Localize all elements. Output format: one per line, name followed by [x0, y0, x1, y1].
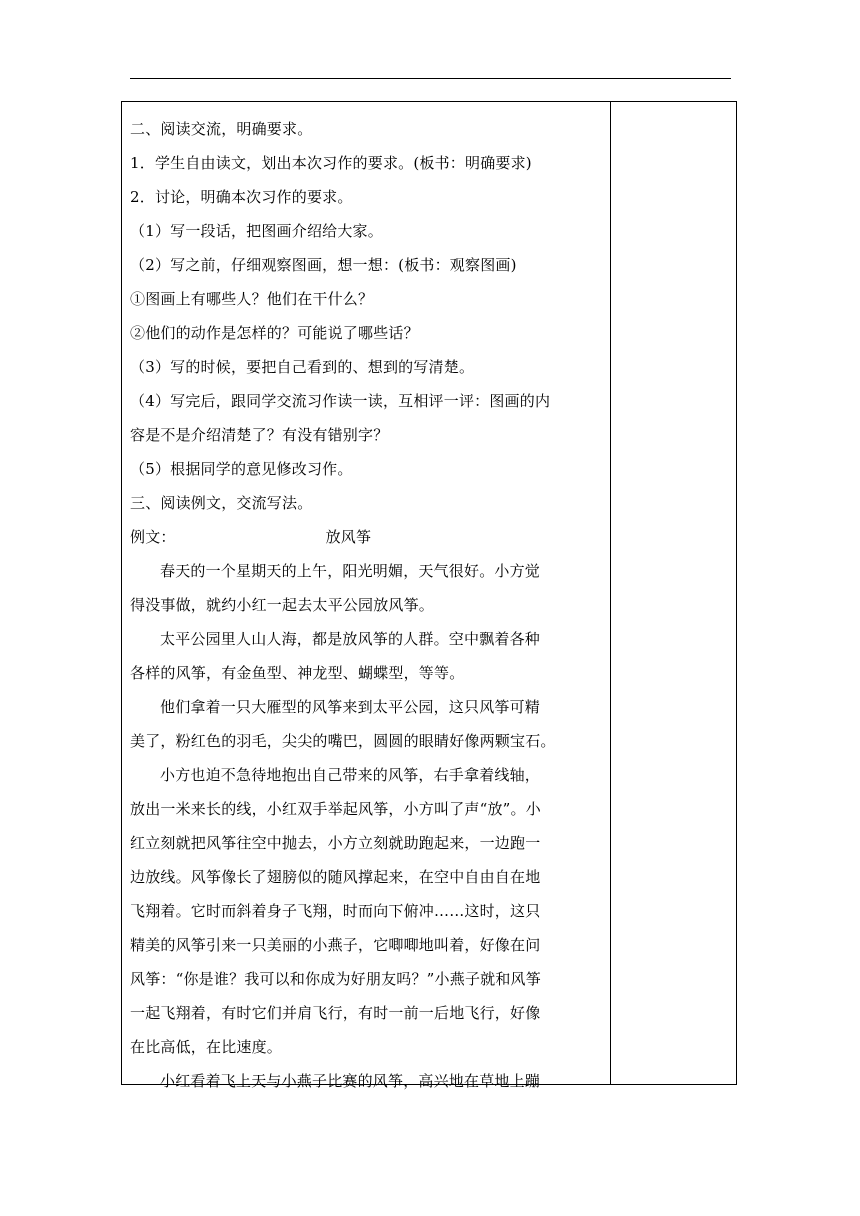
paragraph-line: 红立刻就把风筝往空中抛去，小方立刻就助跑起来，一边跑一	[130, 834, 541, 852]
requirement-2: （2）写之前，仔细观察图画，想一想：(板书：观察图画)	[130, 256, 517, 274]
paragraph-line: 在比高低，在比速度。	[130, 1038, 283, 1056]
example-paragraph-3	[130, 690, 602, 758]
paragraph-line: 边放线。风筝像长了翅膀似的随风撑起来，在空中自由自在地	[130, 868, 541, 886]
requirement-4-line1: （4）写完后，跟同学交流习作读一读，互相评一评：图画的内	[130, 392, 551, 410]
main-content-cell	[130, 112, 602, 1098]
example-heading-row	[130, 520, 602, 554]
example-paragraph-1	[130, 554, 602, 622]
section3-heading: 三、阅读例文，交流写法。	[130, 494, 313, 512]
paragraph-line: 小方也迫不急待地抱出自己带来的风筝，右手拿着线轴，	[160, 766, 541, 784]
section2-heading: 二、阅读交流，明确要求。	[130, 120, 313, 138]
question-2: ②他们的动作是怎样的？可能说了哪些话？	[130, 324, 419, 342]
paragraph-line: 他们拿着一只大雁型的风筝来到太平公园，这只风筝可精	[160, 698, 541, 716]
example-paragraph-5	[130, 1064, 602, 1098]
example-paragraph-2	[130, 622, 602, 690]
requirement-1: （1）写一段话，把图画介绍给大家。	[130, 222, 383, 240]
paragraph-line: 太平公园里人山人海，都是放风筝的人群。空中飘着各种	[160, 630, 541, 648]
paragraph-line: 放出一米来长的线，小红双手举起风筝，小方叫了声“放”。小	[130, 800, 541, 818]
paragraph-line: 小红看着飞上天与小燕子比赛的风筝，高兴地在草地上蹦	[160, 1072, 541, 1090]
example-paragraph-4	[130, 758, 602, 1064]
header-rule	[130, 78, 731, 79]
paragraph-line: 风筝：“你是谁？我可以和你成为好朋友吗？”小燕子就和风筝	[130, 970, 541, 988]
lesson-table	[121, 101, 737, 1090]
section2-item2: 2．讨论，明确本次习作的要求。	[130, 188, 353, 206]
example-label: 例文：	[130, 528, 176, 546]
question-1: ①图画上有哪些人？他们在干什么？	[130, 290, 374, 308]
paragraph-line: 精美的风筝引来一只美丽的小燕子，它唧唧地叫着，好像在问	[130, 936, 541, 954]
paragraph-line: 得没事做，就约小红一起去太平公园放风筝。	[130, 596, 435, 614]
paragraph-line: 飞翔着。它时而斜着身子飞翔，时而向下俯冲……这时，这只	[130, 902, 541, 920]
paragraph-line: 一起飞翔着，有时它们并肩飞行，有时一前一后地飞行，好像	[130, 1004, 541, 1022]
notes-cell	[611, 102, 737, 1084]
requirement-3: （3）写的时候，要把自己看到的、想到的写清楚。	[130, 358, 475, 376]
requirement-5: （5）根据同学的意见修改习作。	[130, 460, 353, 478]
paragraph-line: 春天的一个星期天的上午，阳光明媚，天气很好。小方觉	[160, 562, 541, 580]
requirement-4-line2: 容是不是介绍清楚了？有没有错别字？	[130, 426, 389, 444]
example-title: 放风筝	[325, 528, 372, 546]
paragraph-line: 各样的风筝，有金鱼型、神龙型、蝴蝶型，等等。	[130, 664, 465, 682]
paragraph-line: 美了，粉红色的羽毛，尖尖的嘴巴，圆圆的眼睛好像两颗宝石。	[130, 732, 556, 750]
section2-item1: 1．学生自由读文，划出本次习作的要求。(板书：明确要求)	[130, 154, 532, 172]
